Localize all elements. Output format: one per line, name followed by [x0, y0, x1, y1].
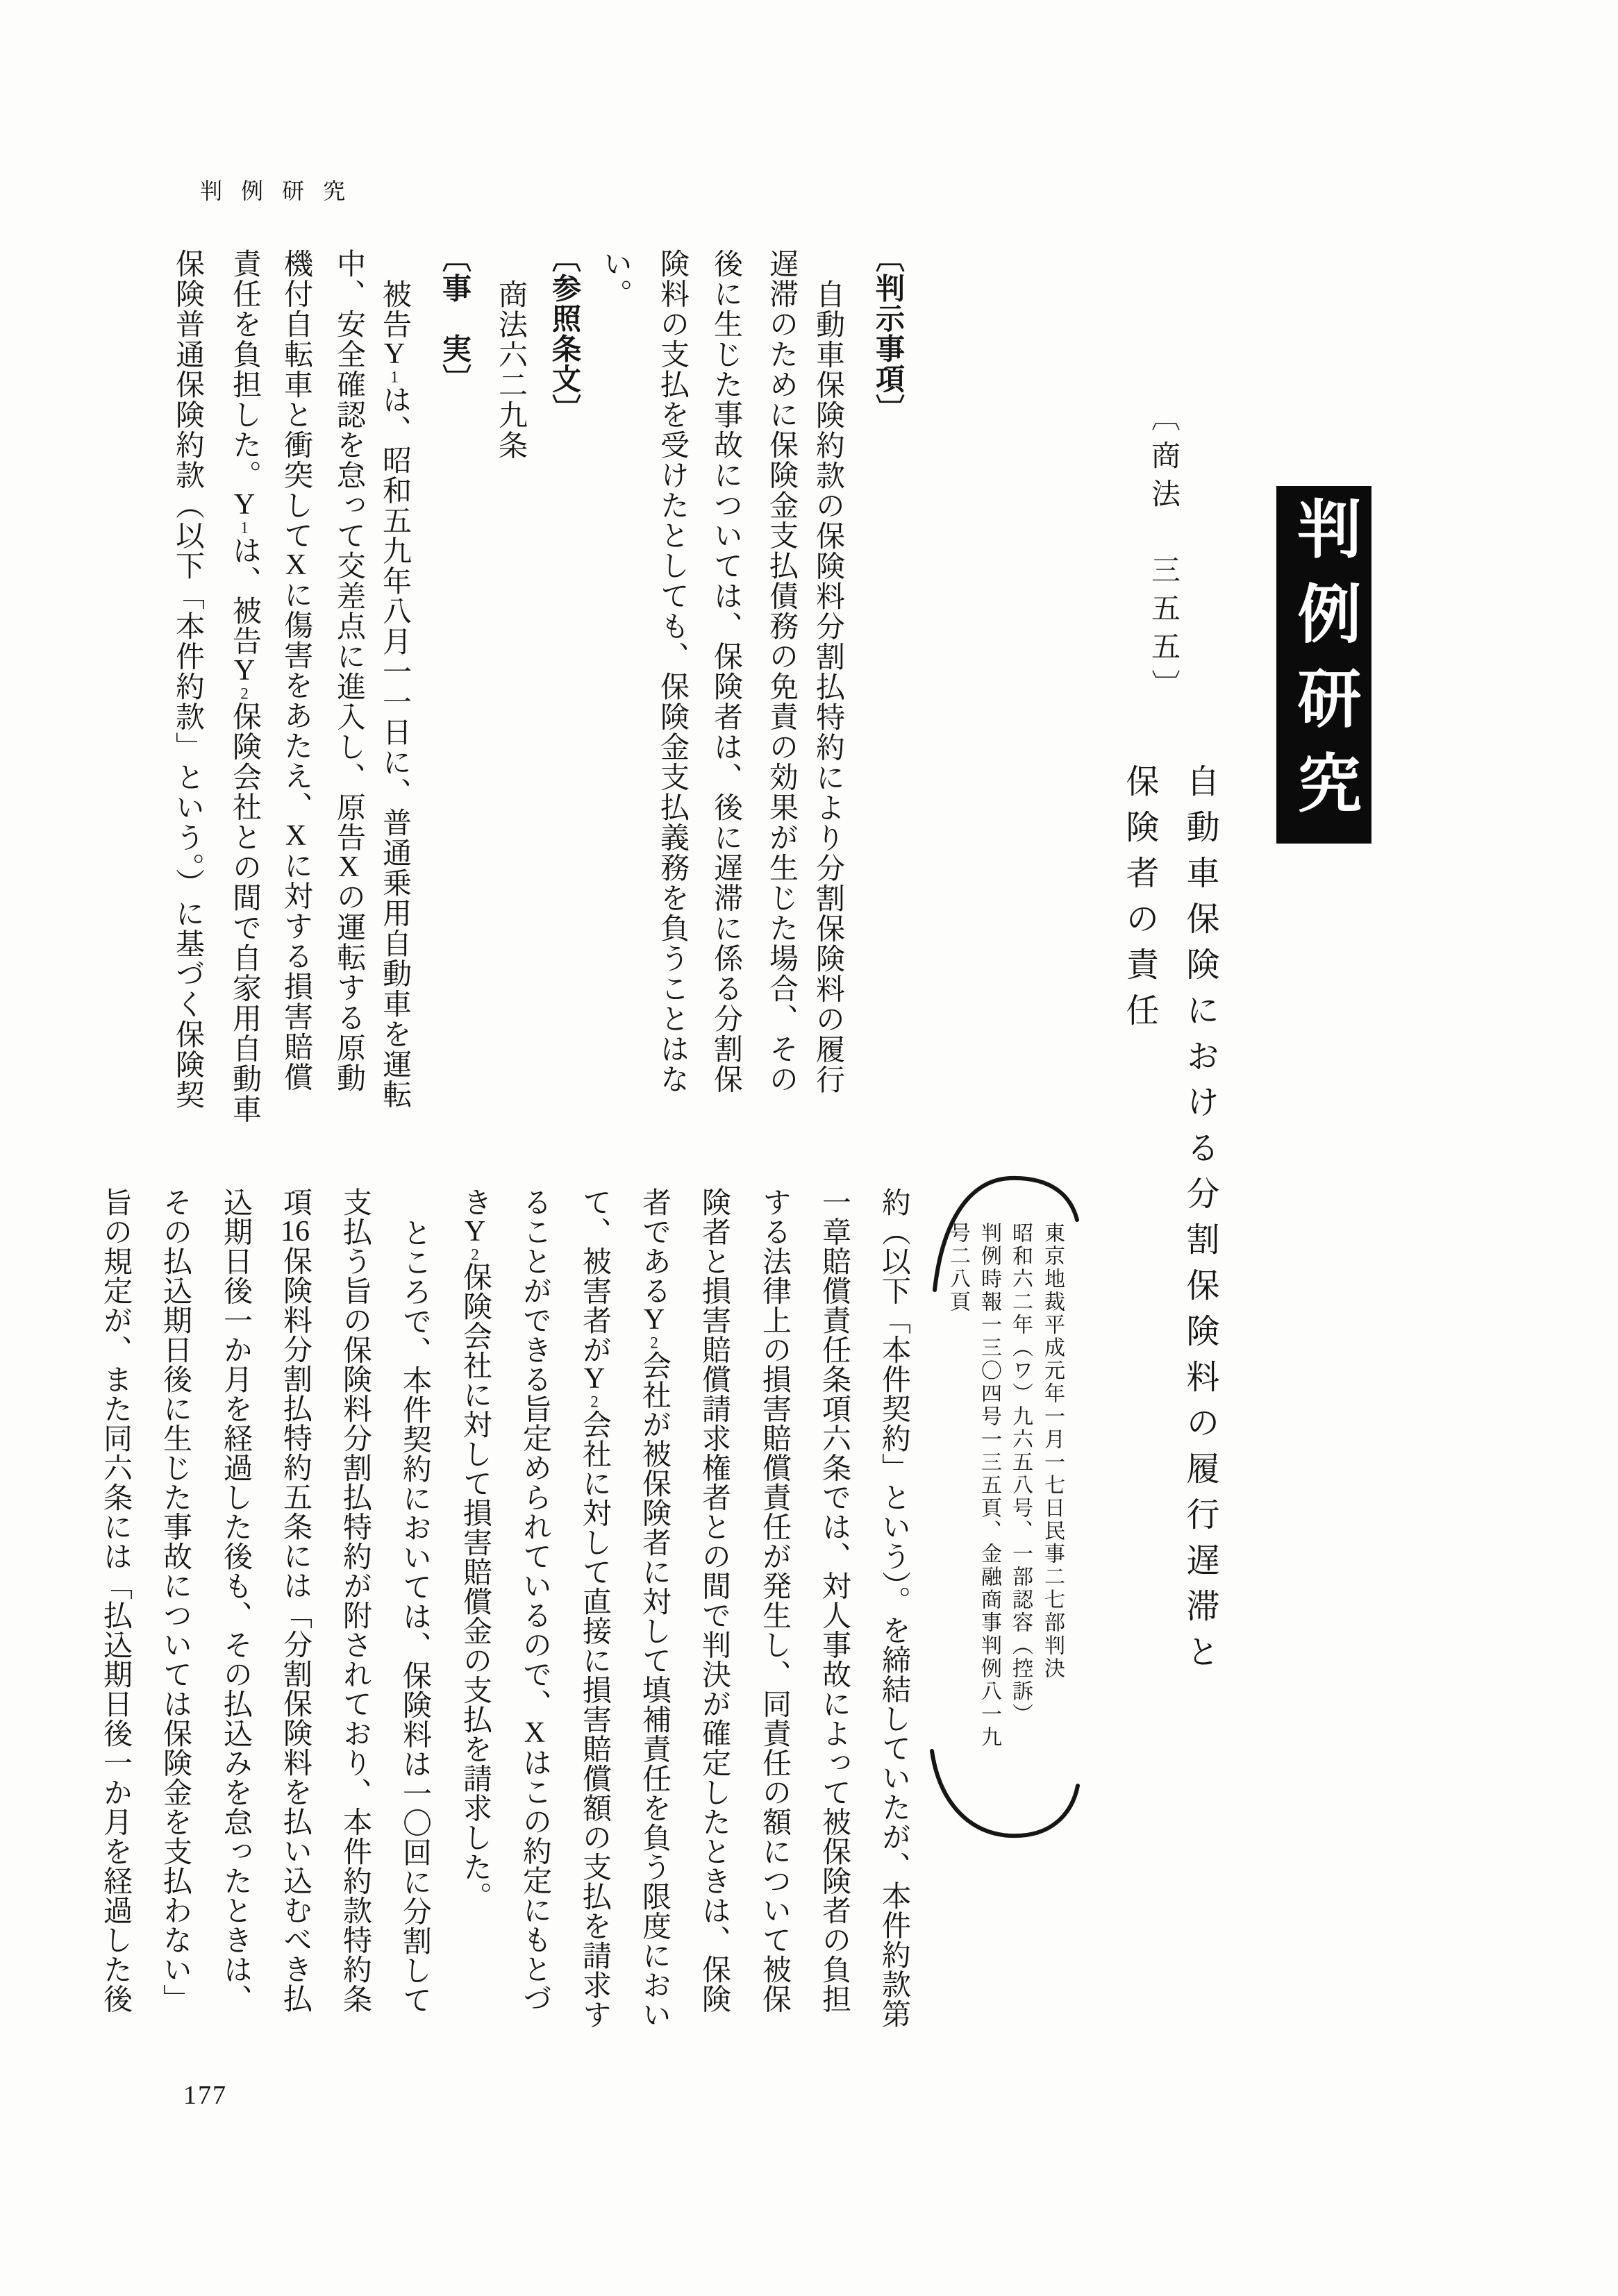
text-column: 後に生じた事故については、保険者は、後に遅滞に係る分割保 — [710, 249, 742, 1094]
text-column: 込期日後一か月を経過した後も、その払込みを怠ったときは、 — [219, 1187, 251, 2013]
text-column: 責任を負担した。Y1は、被告Y2保険会社との間で自家用自動車 — [228, 249, 260, 1125]
citation-line: 昭和六二年（ワ）九六五八号、一部認容（控訴） — [1009, 1222, 1032, 1726]
text-column: ところで、本件契約においては、保険料は一〇回に分割して — [399, 1218, 431, 2015]
masthead-title: 判例研究 — [1288, 495, 1360, 835]
text-column: 者であるY2会社が被保険者に対して填補責任を負う限度におい — [638, 1187, 670, 2029]
holding-heading: 〔判示事項〕 — [871, 243, 903, 424]
text-column: 被告Y1は、昭和五九年八月一一日に、普通乗用自動車を運転 — [378, 279, 410, 1110]
text-column: い。 — [599, 249, 631, 309]
text-column: 約（以下「本件契約」という）。を締結していたが、本件約款第 — [878, 1187, 910, 2029]
text-column: 項16保険料分割払特約五条には「分割保険料を払い込むべき払 — [279, 1187, 311, 2013]
text-column: 機付自転車と衝突してXに傷害をあたえ、Xに対する損害賠償 — [280, 249, 312, 1092]
running-header: 判例研究 — [200, 178, 365, 203]
text-column: 自動車保険約款の保険料分割払特約により分割保険料の履行 — [812, 279, 844, 1095]
text-column: 遅滞のために保険金支払債務の免責の効果が生じた場合、その — [765, 249, 797, 1094]
text-column: 支払う旨の保険料分割払特約が附されており、本件約款特約条 — [339, 1187, 371, 2013]
citation-line: 号二八頁 — [946, 1222, 969, 1314]
text-column: 一章賠償責任条項六条では、対人事故によって被保険者の負担 — [818, 1187, 850, 2013]
page-number: 177 — [183, 2081, 227, 2110]
facts-heading: 〔事 実〕 — [438, 243, 470, 394]
text-column: その払込期日後に生じた事故については保険金を支払わない」 — [159, 1187, 191, 2013]
text-column: する法律上の損害賠償責任が発生し、同責任の額について被保 — [758, 1187, 790, 2013]
text-column: 険料の支払を受けたとしても、保険金支払義務を負うことはな — [656, 249, 688, 1094]
citation-line: 東京地裁平成元年一月一七日民事二七部判決 — [1041, 1222, 1064, 1680]
text-column: 保険普通保険約款（以下「本件約款」という。）に基づく保険契 — [172, 249, 203, 1110]
text-column: 中、安全確認を怠って交差点に進入し、原告Xの運転する原動 — [333, 249, 365, 1093]
text-column: 旨の規定が、また同六条には「払込期日後一か月を経過した後 — [99, 1187, 131, 2013]
masthead-box — [1276, 486, 1371, 844]
text-column: 険者と損害賠償請求権者との間で判決が確定したときは、保険 — [698, 1187, 730, 2013]
citation-line: 判例時報一三〇四号一三五頁、金融商事判例八一九 — [978, 1222, 1001, 1749]
case-title-line-1: 自動車保険における分割保険料の履行遅滞と — [1181, 764, 1218, 1680]
reference-heading: 〔参照条文〕 — [548, 243, 580, 424]
text-column: きY2保険会社に対して損害賠償金の支払を請求した。 — [459, 1187, 491, 1911]
text-column: て、被害者がY2会社に対して直接に損害賠償額の支払を請求す — [578, 1187, 610, 2029]
case-title-line-2: 保険者の責任 — [1121, 764, 1158, 1039]
reference-statute: 商法六二九条 — [494, 279, 526, 460]
citation-close-paren-icon — [932, 1751, 1078, 1836]
case-subject: 〔商法 三五五〕 — [1147, 402, 1179, 707]
text-column: ることができる旨定められているので、Xはこの約定にもとづ — [519, 1187, 551, 2013]
